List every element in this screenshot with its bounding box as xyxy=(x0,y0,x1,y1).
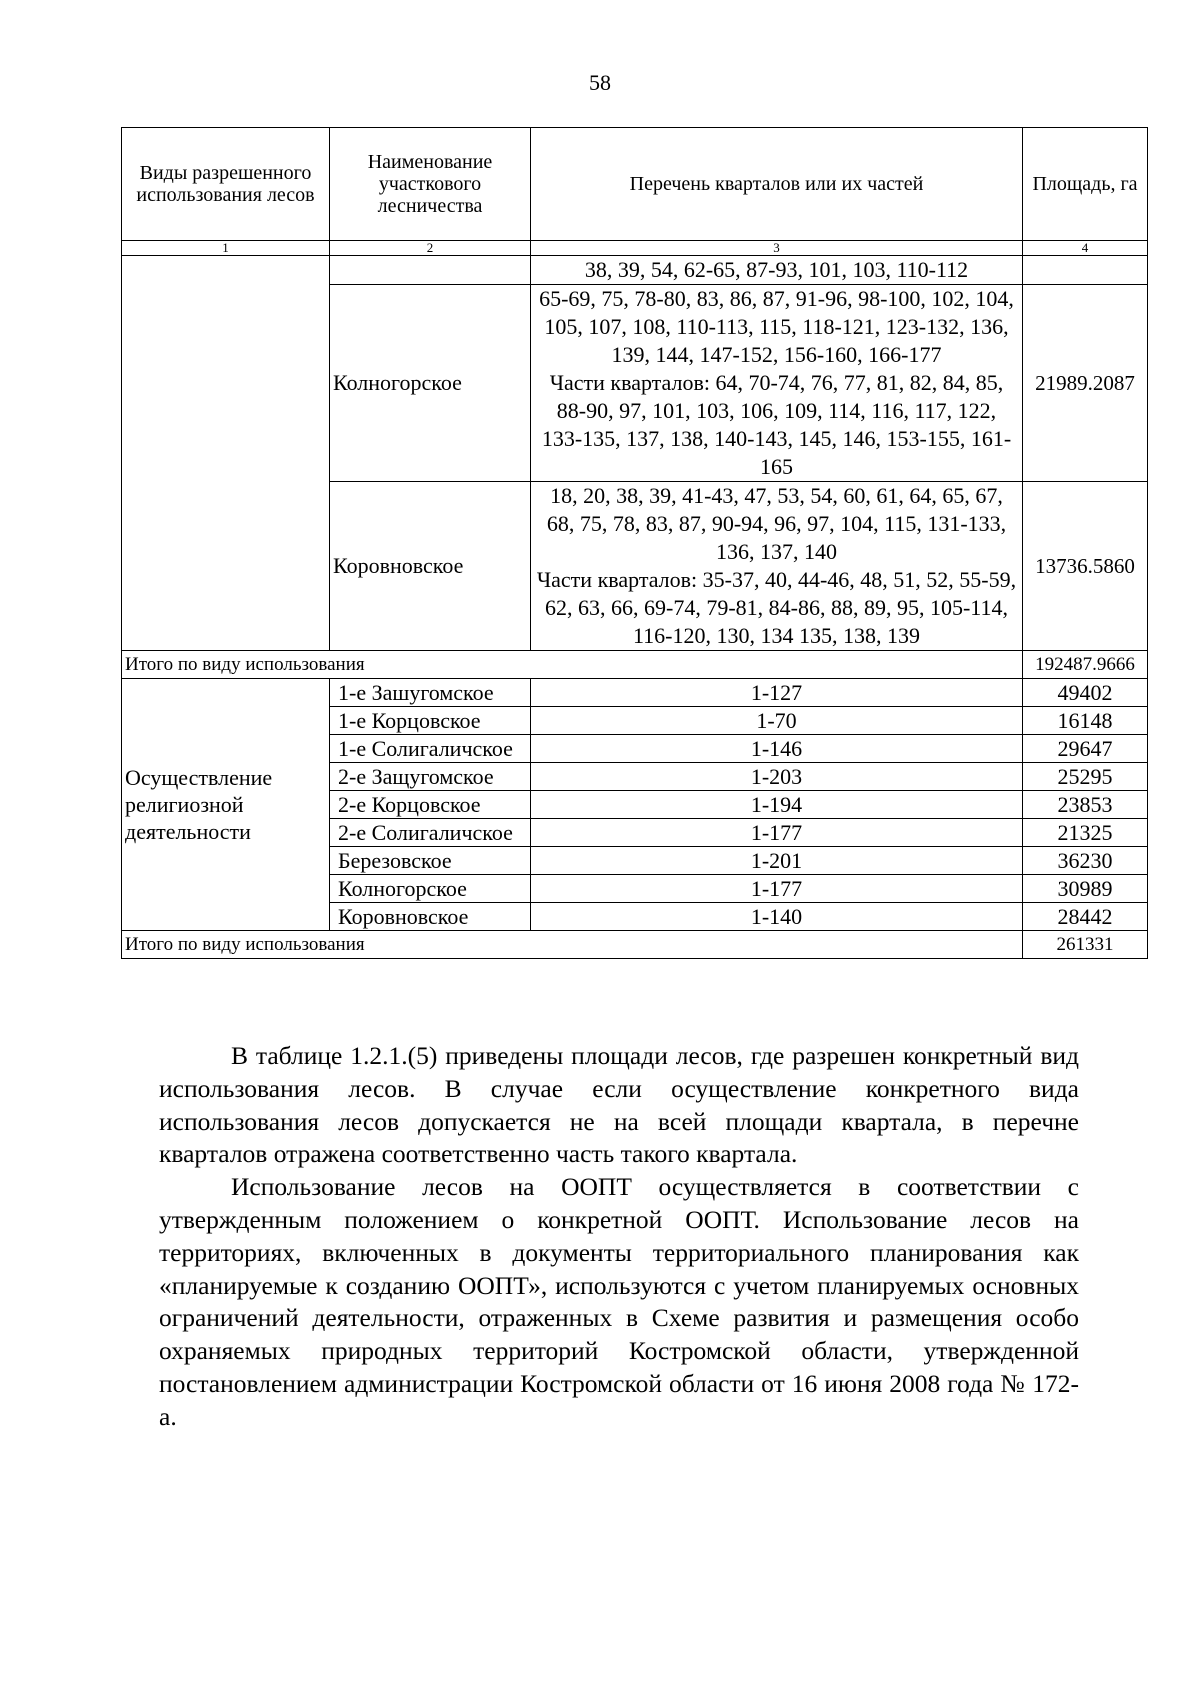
forestry-name-cell: Березовское xyxy=(330,847,531,875)
quarters-list-cell: 1-203 xyxy=(531,763,1023,791)
quarters-list-cell: 1-177 xyxy=(531,819,1023,847)
use-type-cell-empty xyxy=(122,256,330,651)
forest-use-table xyxy=(121,127,1148,959)
total-value: 192487.9666 xyxy=(1023,651,1148,679)
header-quarters-list: Перечень кварталов или их частей xyxy=(531,128,1023,241)
quarters-list-cell: 1-146 xyxy=(531,735,1023,763)
forestry-name-cell-empty xyxy=(330,256,531,285)
total-label: Итого по виду использования xyxy=(122,651,1023,679)
forestry-name-cell: 1-е Зашугомское xyxy=(330,679,531,707)
column-number: 4 xyxy=(1023,241,1148,256)
area-cell: 21325 xyxy=(1023,819,1148,847)
quarters-list-cell: 1-127 xyxy=(531,679,1023,707)
area-cell: 23853 xyxy=(1023,791,1148,819)
forestry-name-cell: 2-е Защугомское xyxy=(330,763,531,791)
total-value: 261331 xyxy=(1023,931,1148,959)
forestry-name-cell: Коровновское xyxy=(330,482,531,651)
area-cell: 49402 xyxy=(1023,679,1148,707)
header-area: Площадь, га xyxy=(1023,128,1148,241)
quarters-full-list: 18, 20, 38, 39, 41-43, 47, 53, 54, 60, 61, 64, 65, 67, 68, 75, 78, 83, 87, 90-94, 96, 97, 104, 115, 131-133, 136, 137, 140 xyxy=(546,483,1007,564)
area-cell: 30989 xyxy=(1023,875,1148,903)
forestry-name-cell: 2-е Солигаличское xyxy=(330,819,531,847)
area-cell: 36230 xyxy=(1023,847,1148,875)
total-row xyxy=(122,651,1148,679)
column-numbers-row xyxy=(122,241,1148,256)
quarters-list-cell xyxy=(531,285,1023,482)
total-row xyxy=(122,931,1148,959)
forestry-name-cell: 2-е Корцовское xyxy=(330,791,531,819)
quarters-partial-list: Части кварталов: 64, 70-74, 76, 77, 81, 82, 84, 85, 88-90, 97, 101, 103, 106, 109, 114, 116, 117, 122, 133-135, 137, 138, 140-143, 145, 146, 153-155, 161-165 xyxy=(541,370,1012,479)
quarters-partial-list: Части кварталов: 35-37, 40, 44-46, 48, 51, 52, 55-59, 62, 63, 66, 69-74, 79-81, 84-86, 88, 89, 95, 105-114, 116-120, 130, 134 135, 138, 139 xyxy=(536,567,1017,648)
quarters-list-cell: 1-140 xyxy=(531,903,1023,931)
forestry-name-cell: Коровновское xyxy=(330,903,531,931)
column-number: 1 xyxy=(122,241,330,256)
column-number: 3 xyxy=(531,241,1023,256)
area-cell: 13736.5860 xyxy=(1023,482,1148,651)
forestry-name-cell: 1-е Корцовское xyxy=(330,707,531,735)
table-header-row xyxy=(122,128,1148,241)
quarters-full-list: 65-69, 75, 78-80, 83, 86, 87, 91-96, 98-100, 102, 104, 105, 107, 108, 110-113, 115, 118-121, 123-132, 136, 139, 144, 147-152, 156-160, 166-177 xyxy=(539,286,1014,367)
forestry-name-cell: 1-е Солигаличское xyxy=(330,735,531,763)
area-cell: 21989.2087 xyxy=(1023,285,1148,482)
quarters-list-cell: 1-177 xyxy=(531,875,1023,903)
area-cell: 29647 xyxy=(1023,735,1148,763)
area-cell-empty xyxy=(1023,256,1148,285)
quarters-list-cell: 1-194 xyxy=(531,791,1023,819)
header-forestry-name: Наименование участкового лесничества xyxy=(330,128,531,241)
page-number: 58 xyxy=(589,70,611,95)
forestry-name-cell: Колногорское xyxy=(330,875,531,903)
header-use-type: Виды разрешенного использования лесов xyxy=(122,128,330,241)
use-type-cell: Осуществление религиозной деятельности xyxy=(122,679,330,931)
quarters-list-cell xyxy=(531,482,1023,651)
quarters-list-cell: 1-201 xyxy=(531,847,1023,875)
forestry-name-cell: Колногорское xyxy=(330,285,531,482)
area-cell: 28442 xyxy=(1023,903,1148,931)
paragraph: В таблице 1.2.1.(5) приведены площади лесов, где разрешен конкретный вид использования лесов. В случае если осуществление конкретного вида использования лесов допускается не на всей площади квартала, в перечне кварталов отражена соответственно часть такого квартала. xyxy=(159,1041,1079,1169)
column-number: 2 xyxy=(330,241,531,256)
paragraph: Использование лесов на ООПТ осуществляется в соответствии с утвержденным положением о конкретной ООПТ. Использование лесов на территориях, включенных в документы территориального планирования как «планируемые к созданию ООПТ», используются с учетом планируемых основных ограничений деятельности, отраженных в Схеме развития и размещения особо охраняемых природных территорий Костромской области, утвержденной постановлением администрации Костромской области от 16 июня 2008 года № 172-а. xyxy=(159,1172,1079,1431)
area-cell: 25295 xyxy=(1023,763,1148,791)
body-text xyxy=(159,1040,1079,1434)
quarters-list-cell: 1-70 xyxy=(531,707,1023,735)
table-row xyxy=(122,679,1148,707)
area-cell: 16148 xyxy=(1023,707,1148,735)
quarters-list-cell: 38, 39, 54, 62-65, 87-93, 101, 103, 110-112 xyxy=(531,256,1023,285)
table-row xyxy=(122,256,1148,285)
total-label: Итого по виду использования xyxy=(122,931,1023,959)
